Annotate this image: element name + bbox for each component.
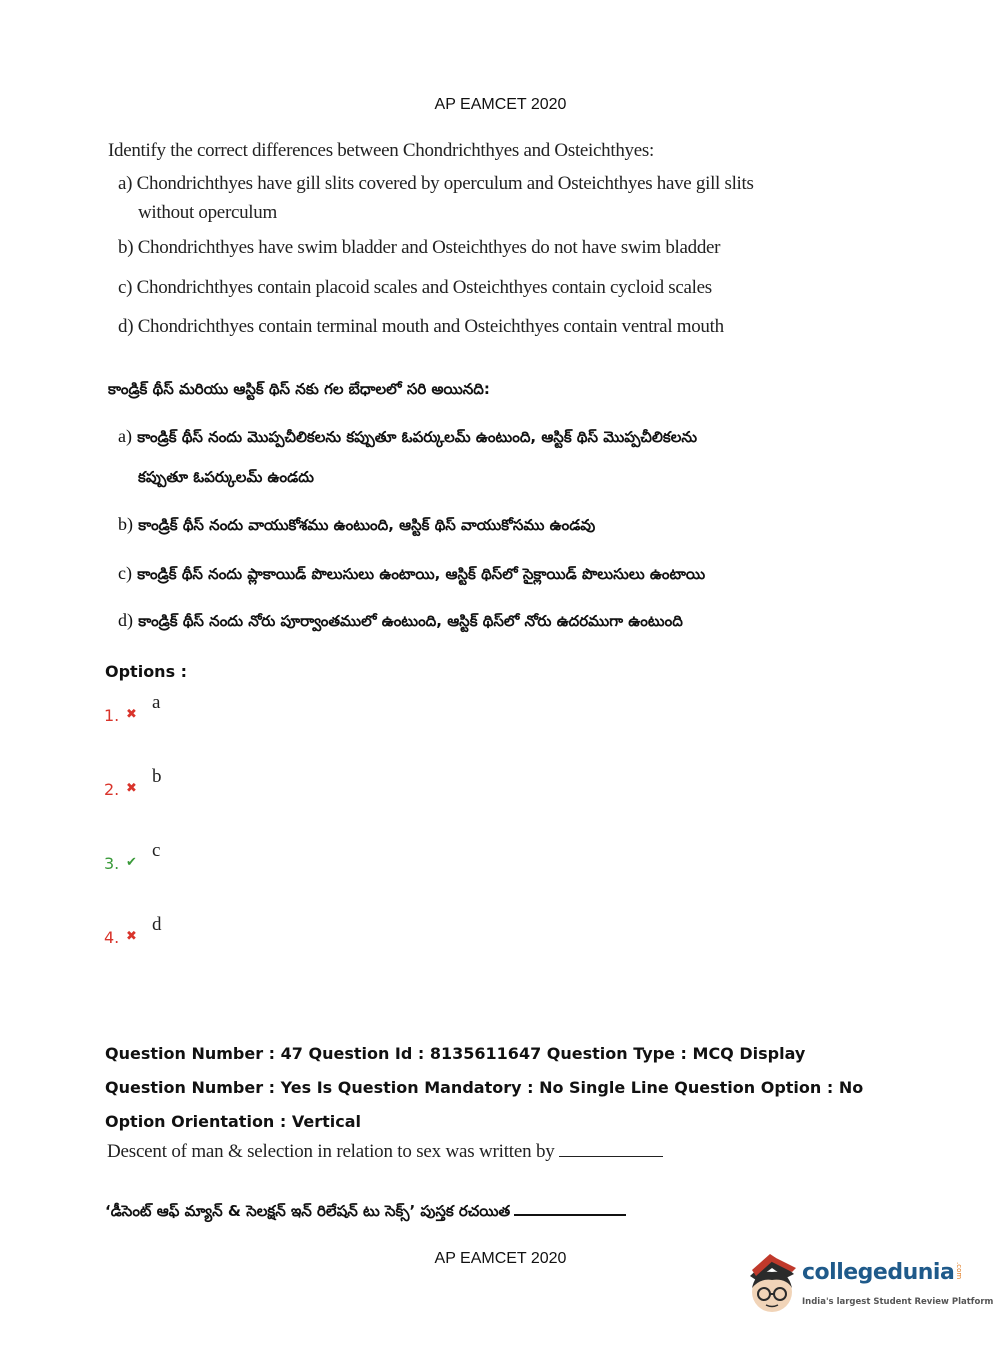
choice-value: a	[152, 692, 161, 713]
cross-icon: ✖	[126, 780, 137, 795]
logo-suffix: .com	[955, 1262, 963, 1280]
option-text: కాండ్రిక్ థీస్ నందు నోరు పూర్వాంతములో ఉంటుంది, ఆస్టిక్ థిస్‌లో నోరు ఉదరముగా ఉంటుంది	[138, 612, 683, 630]
choice-number: 2.	[104, 780, 120, 799]
option-text: కాండ్రిక్ థీస్ నందు ప్లాకాయిడ్ పొలుసులు ఉంటాయి, ఆస్టిక్ థిస్‌లో సైక్లాయిడ్ పొలుసులు ఉంటాయి	[137, 565, 706, 583]
choice-number: 4.	[104, 928, 120, 947]
option-label: b)	[118, 514, 133, 534]
cross-icon: ✖	[126, 928, 137, 943]
logo-tagline: India's largest Student Review Platform	[802, 1297, 994, 1307]
page-footer: AP EAMCET 2020	[434, 1250, 567, 1267]
option-label: d)	[118, 610, 133, 630]
page-header: AP EAMCET 2020	[434, 96, 567, 113]
english-option-b	[118, 237, 720, 259]
options-heading: Options :	[105, 662, 188, 681]
logo-brand: collegedunia	[802, 1260, 955, 1285]
next-question-telugu	[105, 1200, 626, 1224]
question-meta: Question Number : 47 Question Id : 8135611647 Question Type : MCQ Display Question Number : Yes Is Question Mandatory : No Single Line Question Option : No Option Orientation : Vertical	[105, 1044, 864, 1131]
choice-number: 3.	[104, 854, 120, 873]
next-question-english	[107, 1140, 663, 1163]
telugu-option-c	[118, 563, 705, 587]
option-label: b)	[118, 237, 134, 258]
option-label: c)	[118, 563, 132, 583]
option-label: d)	[118, 316, 134, 337]
choice-number: 1.	[104, 706, 120, 725]
option-label: c)	[118, 277, 133, 298]
answer-blank	[514, 1200, 626, 1216]
cross-icon: ✖	[126, 706, 137, 721]
option-text: without operculum	[138, 202, 277, 223]
option-text: Chondrichthyes have swim bladder and Osteichthyes do not have swim bladder	[137, 237, 721, 258]
question-stem-telugu: కాండ్రిక్ థీస్ మరియు ఆస్టిక్ థిస్ నకు గల బేధాలలో సరి అయినది:	[108, 380, 490, 398]
choice-value: b	[152, 766, 162, 787]
telugu-option-a-cont	[138, 468, 314, 490]
telugu-option-d	[118, 610, 683, 634]
option-text: Chondrichthyes have gill slits covered by operculum and Osteichthyes have gill slits	[136, 173, 754, 194]
english-option-a-cont	[138, 202, 277, 224]
choice-value: c	[152, 840, 161, 861]
option-text: కాండ్రిక్ థీస్ నందు మొప్పచీలికలను కప్పుతూ ఓపర్కులమ్ ఉంటుంది, ఆస్టిక్ థిస్ మొప్పచీలికలను	[137, 428, 698, 446]
option-label: a)	[118, 426, 132, 446]
mascot-icon	[742, 1248, 800, 1316]
english-option-a	[118, 173, 754, 195]
telugu-option-a	[118, 426, 697, 450]
option-text: Chondrichthyes contain terminal mouth and Osteichthyes contain ventral mouth	[137, 316, 724, 337]
choice-value: d	[152, 914, 162, 935]
collegedunia-logo[interactable]	[742, 1248, 994, 1320]
english-option-d	[118, 316, 724, 338]
question-text: Descent of man & selection in relation to sex was written by	[107, 1141, 555, 1162]
question-stem-english: Identify the correct differences between Chondrichthyes and Osteichthyes:	[108, 140, 654, 161]
check-icon: ✔	[126, 854, 137, 869]
option-label: a)	[118, 173, 133, 194]
answer-blank	[559, 1140, 663, 1157]
telugu-option-b	[118, 514, 595, 538]
english-option-c	[118, 277, 712, 299]
question-text: ‘డీసెంట్ ఆఫ్ మ్యాన్ & సెలక్షన్ ఇన్ రిలేషన్ టు సెక్స్’ పుస్తక రచయిత	[105, 1202, 511, 1220]
option-text: కప్పుతూ ఓపర్కులమ్ ఉండదు	[138, 468, 314, 486]
option-text: Chondrichthyes contain placoid scales and Osteichthyes contain cycloid scales	[136, 277, 712, 298]
option-text: కాండ్రిక్ థీస్ నందు వాయుకోశము ఉంటుంది, ఆస్టిక్ థిస్ వాయుకోసము ఉండవు	[138, 516, 596, 534]
